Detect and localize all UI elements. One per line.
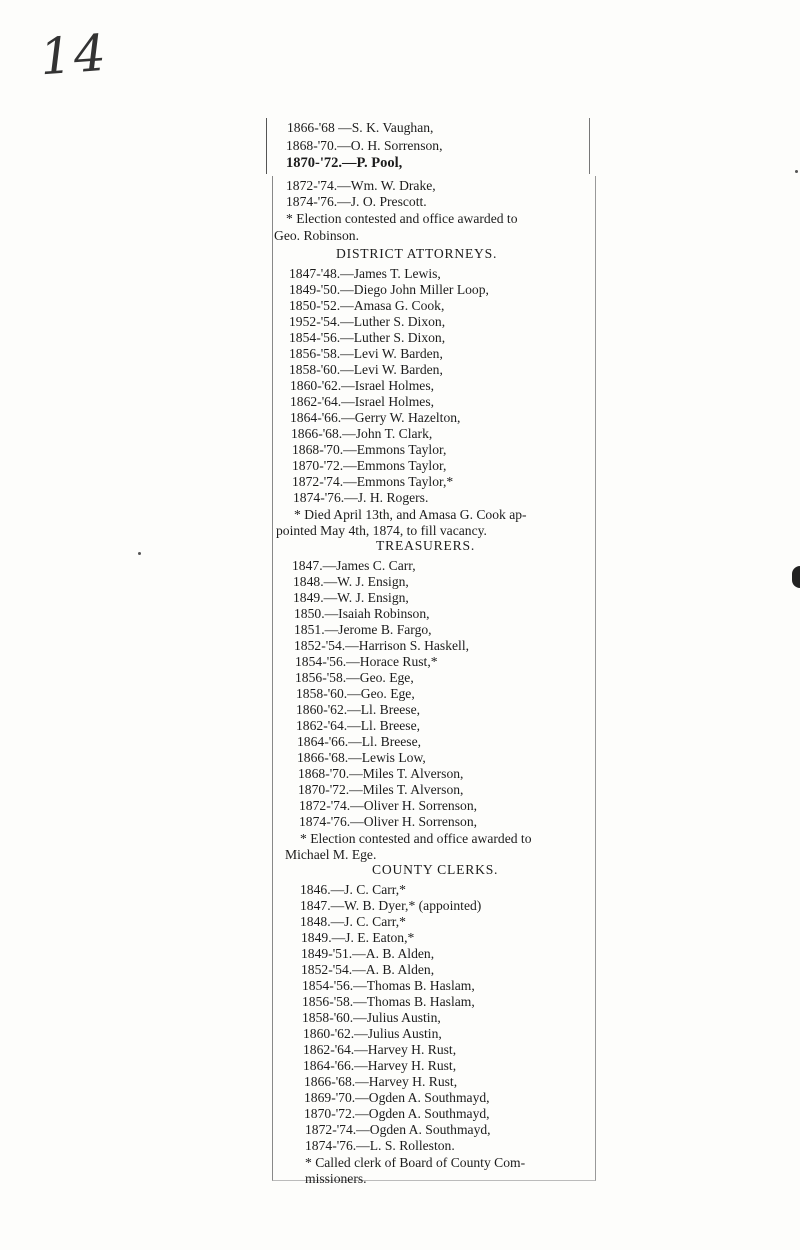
treasurer-entry: 1874-'76.—Oliver H. Sorrenson,: [299, 814, 478, 829]
sheriff-note: * Election contested and office awarded to: [286, 211, 518, 226]
sheriff-entry: 1866-'68 —S. K. Vaughan,: [287, 120, 434, 135]
treasurer-entry: 1851.—Jerome B. Fargo,: [294, 622, 432, 637]
page-number: 14: [38, 23, 110, 87]
county-clerk-note: * Called clerk of Board of County Com-: [305, 1155, 526, 1170]
paper-speck: [138, 552, 141, 555]
county-clerk-entry: 1846.—J. C. Carr,*: [300, 882, 406, 897]
treasurer-entry: 1864-'66.—Ll. Breese,: [297, 734, 422, 749]
county-clerk-entry: 1869-'70.—Ogden A. Southmayd,: [304, 1090, 490, 1105]
treasurer-note: Michael M. Ege.: [285, 847, 377, 862]
district-attorney-entry: 1870-'72.—Emmons Taylor,: [292, 458, 447, 473]
district-attorney-entry: 1872-'74.—Emmons Taylor,*: [292, 474, 454, 489]
district-attorney-entry: 1849-'50.—Diego John Miller Loop,: [289, 282, 489, 297]
district-attorney-entry: 1864-'66.—Gerry W. Hazelton,: [290, 410, 461, 425]
treasurer-entry: 1868-'70.—Miles T. Alverson,: [298, 766, 464, 781]
treasurer-entry: 1847.—James C. Carr,: [292, 558, 416, 573]
district-attorney-entry: 1860-'62.—Israel Holmes,: [290, 378, 435, 393]
section-heading-district-attorneys: DISTRICT ATTORNEYS.: [336, 246, 498, 261]
paper-speck: [795, 170, 798, 173]
section-heading-treasurers: TREASURERS.: [376, 538, 476, 553]
treasurer-entry: 1849.—W. J. Ensign,: [293, 590, 409, 605]
treasurer-entry: 1872-'74.—Oliver H. Sorrenson,: [299, 798, 478, 813]
county-clerk-entry: 1860-'62.—Julius Austin,: [303, 1026, 442, 1041]
treasurer-entry: 1850.—Isaiah Robinson,: [294, 606, 430, 621]
treasurer-entry: 1862-'64.—Ll. Breese,: [296, 718, 421, 733]
district-attorney-entry: 1868-'70.—Emmons Taylor,: [292, 442, 447, 457]
treasurer-entry: 1860-'62.—Ll. Breese,: [296, 702, 421, 717]
county-clerk-entry: 1854-'56.—Thomas B. Haslam,: [302, 978, 475, 993]
county-clerk-entry: 1858-'60.—Julius Austin,: [302, 1010, 441, 1025]
county-clerk-entry: 1866-'68.—Harvey H. Rust,: [304, 1074, 458, 1089]
district-attorney-entry: 1866-'68.—John T. Clark,: [291, 426, 433, 441]
treasurer-entry: 1852-'54.—Harrison S. Haskell,: [294, 638, 469, 653]
section-heading-county-clerks: COUNTY CLERKS.: [372, 862, 499, 877]
treasurer-entry: 1858-'60.—Geo. Ege,: [296, 686, 415, 701]
district-attorney-entry: 1847-'48.—James T. Lewis,: [289, 266, 441, 281]
county-clerk-entry: 1856-'58.—Thomas B. Haslam,: [302, 994, 475, 1009]
district-attorney-note: * Died April 13th, and Amasa G. Cook ap-: [294, 507, 527, 522]
county-clerk-note: missioners.: [305, 1171, 367, 1186]
county-clerk-entry: 1872-'74.—Ogden A. Southmayd,: [305, 1122, 491, 1137]
treasurer-entry: 1856-'58.—Geo. Ege,: [295, 670, 414, 685]
county-clerk-entry: 1852-'54.—A. B. Alden,: [301, 962, 435, 977]
district-attorney-entry: 1858-'60.—Levi W. Barden,: [289, 362, 443, 377]
sheriff-entry: 1870-'72.—P. Pool,: [286, 155, 403, 171]
county-clerk-entry: 1849-'51.—A. B. Alden,: [301, 946, 435, 961]
county-clerk-entry: 1848.—J. C. Carr,*: [300, 914, 406, 929]
treasurer-entry: 1866-'68.—Lewis Low,: [297, 750, 426, 765]
district-attorney-entry: 1874-'76.—J. H. Rogers.: [293, 490, 429, 505]
district-attorney-note: pointed May 4th, 1874, to fill vacancy.: [276, 523, 487, 538]
sheriff-entry: 1872-'74.—Wm. W. Drake,: [286, 178, 436, 193]
district-attorney-entry: 1952-'54.—Luther S. Dixon,: [289, 314, 446, 329]
county-clerk-entry: 1849.—J. E. Eaton,*: [301, 930, 415, 945]
treasurer-entry: 1870-'72.—Miles T. Alverson,: [298, 782, 464, 797]
treasurer-entry: 1854-'56.—Horace Rust,*: [295, 654, 438, 669]
sheriff-entry: 1874-'76.—J. O. Prescott.: [286, 194, 427, 209]
county-clerk-entry: 1874-'76.—L. S. Rolleston.: [305, 1138, 455, 1153]
county-clerk-entry: 1864-'66.—Harvey H. Rust,: [303, 1058, 457, 1073]
county-clerk-entry: 1862-'64.—Harvey H. Rust,: [303, 1042, 457, 1057]
binding-edge-mark: [792, 566, 800, 588]
district-attorney-entry: 1862-'64.—Israel Holmes,: [290, 394, 435, 409]
district-attorney-entry: 1856-'58.—Levi W. Barden,: [289, 346, 443, 361]
treasurer-entry: 1848.—W. J. Ensign,: [293, 574, 409, 589]
treasurer-note: * Election contested and office awarded to: [300, 831, 532, 846]
sheriff-entry: 1868-'70.—O. H. Sorrenson,: [286, 138, 443, 153]
sheriff-note: Geo. Robinson.: [274, 228, 359, 243]
district-attorney-entry: 1850-'52.—Amasa G. Cook,: [289, 298, 445, 313]
county-clerk-entry: 1870-'72.—Ogden A. Southmayd,: [304, 1106, 490, 1121]
county-clerk-entry: 1847.—W. B. Dyer,* (appointed): [300, 898, 482, 913]
district-attorney-entry: 1854-'56.—Luther S. Dixon,: [289, 330, 446, 345]
